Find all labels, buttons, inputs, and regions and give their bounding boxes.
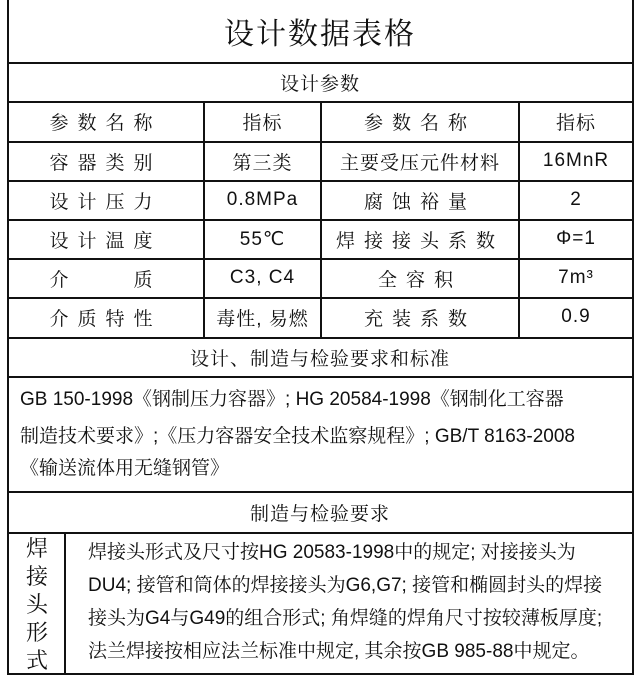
section-manufacturing: 制造与检验要求 bbox=[249, 503, 390, 525]
divider bbox=[8, 532, 632, 534]
standards-text bbox=[20, 381, 630, 483]
weld-text bbox=[88, 536, 628, 668]
table-cell-v1: C3, C4 bbox=[229, 267, 296, 288]
table-cell-v2: 16MnR bbox=[542, 150, 610, 171]
section-design-params: 设计参数 bbox=[279, 73, 360, 95]
table-cell-v2: 0.9 bbox=[561, 306, 591, 327]
table-cell-v1: 55℃ bbox=[239, 228, 286, 250]
table-cell-n2: 充装系数 bbox=[363, 308, 476, 330]
table-cell-v1: 毒性, 易燃 bbox=[216, 308, 309, 330]
table-cell-n2: 腐蚀裕量 bbox=[363, 191, 476, 213]
table-cell-n2: 全容积 bbox=[377, 269, 462, 291]
header-value: 指标 bbox=[242, 113, 283, 134]
standards-line: 制造技术要求》;《压力容器安全技术监察规程》; GB/T 8163-2008 bbox=[20, 426, 575, 447]
standards-line: 《输送流体用无缝钢管》 bbox=[20, 458, 230, 479]
weld-label: 焊接头形式 bbox=[25, 536, 48, 673]
section-standards: 设计、制造与检验要求和标准 bbox=[189, 348, 450, 370]
header-param-name-2: 参数名称 bbox=[363, 113, 476, 134]
weld-line: DU4; 接管和筒体的焊接接头为G6,G7; 接管和椭圆封头的焊接 bbox=[88, 575, 603, 596]
table-cell-v1: 0.8MPa bbox=[226, 189, 299, 210]
table-cell-n2: 主要受压元件材料 bbox=[339, 152, 500, 174]
table-cell-n1: 容器类别 bbox=[49, 152, 162, 174]
divider bbox=[8, 376, 632, 378]
standards-line: GB 150-1998《钢制压力容器》; HG 20584-1998《钢制化工容器 bbox=[20, 389, 564, 410]
table-cell-n1: 介质特性 bbox=[49, 308, 162, 330]
weld-line: 焊接头形式及尺寸按HG 20583-1998中的规定; 对接接头为 bbox=[88, 542, 576, 563]
table-cell-n2: 焊接接头系数 bbox=[335, 230, 504, 252]
header-value-2: 指标 bbox=[555, 113, 596, 134]
weld-line: 法兰焊接按相应法兰标准中规定, 其余按GB 985-88中规定。 bbox=[88, 641, 590, 662]
header-param-name: 参数名称 bbox=[49, 113, 162, 134]
table-cell-v1: 第三类 bbox=[232, 152, 293, 174]
table-cell-n1: 设计压力 bbox=[49, 191, 162, 213]
table-cell-v2: Φ=1 bbox=[556, 228, 596, 249]
table-cell-n1: 介 质 bbox=[49, 269, 162, 291]
table-cell-n1: 设计温度 bbox=[49, 230, 162, 252]
divider bbox=[64, 532, 66, 675]
weld-line: 接头为G4与G49的组合形式; 角焊缝的焊角尺寸按较薄板厚度; bbox=[88, 608, 603, 629]
table-cell-v2: 7m³ bbox=[558, 267, 594, 288]
page-title: 设计数据表格 bbox=[224, 18, 416, 51]
table-cell-v2: 2 bbox=[570, 189, 582, 210]
